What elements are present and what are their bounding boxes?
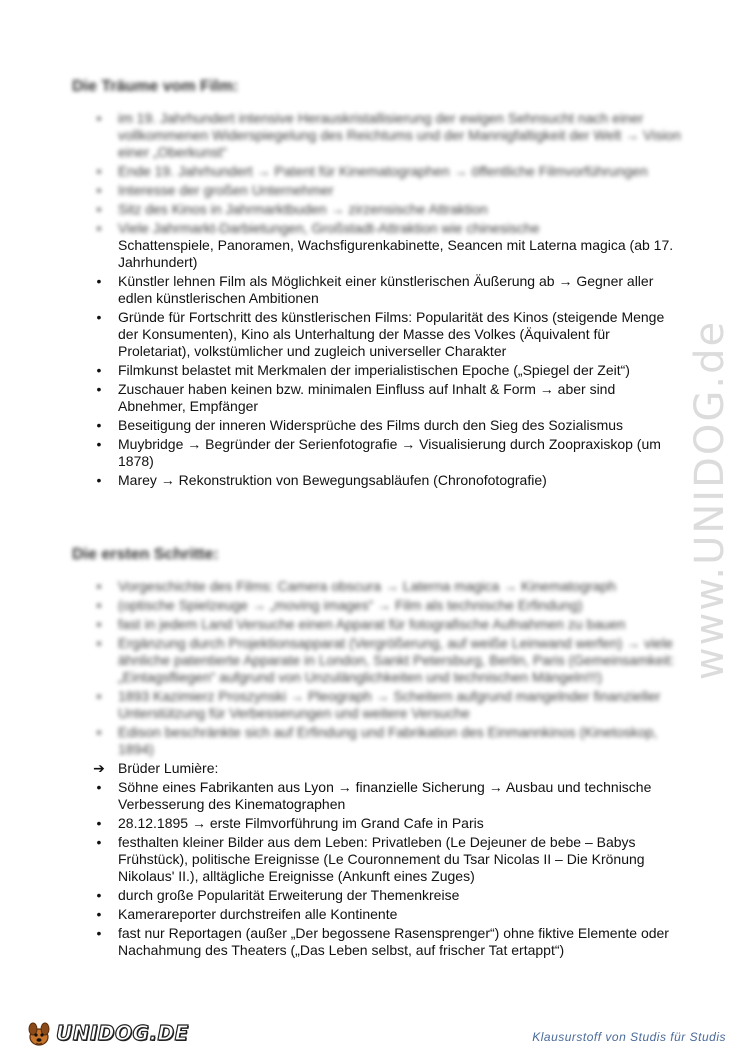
logo-text: UNIDOG.DE: [56, 1021, 189, 1045]
list-item: • im 19. Jahrhundert intensive Herauskristallisierung der ewigen Sehnsucht nach einer vollkommenen Widerspiegelung des Reichtums und der Mannigfaltigkeit der Welt → Vision einer „Oberkunst“: [72, 110, 682, 161]
bullet-icon: •: [96, 201, 102, 217]
bullet-icon: •: [96, 436, 102, 452]
list-item: • Muybridge → Begründer der Serienfotografie → Visualisierung durch Zoopraxiskop (um 1878): [72, 436, 682, 470]
list-item: • Filmkunst belastet mit Merkmalen der imperialistischen Epoche („Spiegel der Zeit“): [72, 362, 682, 379]
list-item: • 28.12.1895 → erste Filmvorführung im Grand Cafe in Paris: [72, 815, 682, 832]
list-item: • Ergänzung durch Projektionsapparat (Vergrößerung, auf weiße Leinwand werfen) → viele ähnliche patentierte Apparate in London, Sankt Petersburg, Berlin, Paris (Gemeinsamkeit: „Eintagsfliegen“ aufgrund von Unzulänglichkeiten und technischen Mängeln!!!): [72, 635, 682, 686]
footer-tagline: Klausurstoff von Studis für Studis: [532, 1030, 726, 1044]
bullet-icon: •: [96, 110, 102, 126]
bullet-icon: •: [96, 635, 102, 651]
list-item: • Interesse der großen Unternehmer: [72, 182, 682, 199]
list-item: • Vorgeschichte des Films: Camera obscura → Laterna magica → Kinematograph: [72, 578, 682, 595]
bullet-icon: •: [96, 779, 102, 795]
bullet-icon: •: [96, 381, 102, 397]
list-item: • Marey → Rekonstruktion von Bewegungsabläufen (Chronofotografie): [72, 472, 682, 489]
bullet-icon: •: [96, 220, 102, 236]
list-item: • Sitz des Kinos in Jahrmarktbuden → zirzensische Attraktion: [72, 201, 682, 218]
dog-icon: [24, 1018, 54, 1048]
bullet-icon: •: [96, 597, 102, 613]
arrow-item: ➔ Brüder Lumière:: [93, 760, 219, 776]
bullet-list: [72, 578, 682, 959]
bullet-icon: •: [96, 182, 102, 198]
bullet-icon: •: [96, 815, 102, 831]
unidog-logo: [24, 1018, 189, 1048]
list-item: • fast nur Reportagen (außer „Der begossene Rasensprenger“) ohne fiktive Elemente oder Nachahmung des Theaters („Das Leben selbst, auf frischer Tat ertappt“): [72, 925, 682, 959]
arrow-icon: ➔: [93, 760, 105, 776]
list-item: • Gründe für Fortschritt des künstlerischen Films: Popularität des Kinos (steigende Menge der Konsumenten), Kino als Unterhaltung der Masse des Volkes (Äquivalent für Proletariat), volkstümlicher und zugleich universeller Charakter: [72, 309, 682, 360]
bullet-icon: •: [96, 417, 102, 433]
bullet-icon: •: [96, 616, 102, 632]
bullet-icon: •: [96, 887, 102, 903]
bullet-icon: •: [96, 724, 102, 740]
section-traeume: [72, 78, 682, 491]
bullet-icon: •: [96, 578, 102, 594]
list-item: • festhalten kleiner Bilder aus dem Leben: Privatleben (Le Dejeuner de bebe – Babys Frühstück), politische Ereignisse (Le Couronnement du Tsar Nicolas II – Die Krönung Nikolaus' II.), alltägliche Ereignisse (Ankunft eines Zuges): [72, 834, 682, 885]
bullet-icon: •: [96, 906, 102, 922]
list-item: • Kamerareporter durchstreifen alle Kontinente: [72, 906, 682, 923]
list-item: • Edison beschränkte sich auf Erfindung und Fabrikation des Einmannkinos (Kinetoskop, 1894): [72, 724, 682, 758]
list-item: • Künstler lehnen Film als Möglichkeit einer künstlerischen Äußerung ab → Gegner aller edlen künstlerischen Ambitionen: [72, 273, 682, 307]
bullet-icon: •: [96, 472, 102, 488]
list-item: • Zuschauer haben keinen bzw. minimalen Einfluss auf Inhalt & Form → aber sind Abnehmer, Empfänger: [72, 381, 682, 415]
list-item: • 1893 Kazimierz Proszynski → Pleograph → Scheitern aufgrund mangelnder finanzieller Unterstützung für Verbesserungen und weitere Versuche: [72, 688, 682, 722]
list-item: • Ende 19. Jahrhundert → Patent für Kinematographen → öffentliche Filmvorführungen: [72, 163, 682, 180]
bullet-icon: •: [96, 688, 102, 704]
list-item: • (optische Spielzeuge → „moving images“ → Film als technische Erfindung): [72, 597, 682, 614]
watermark-text: www.UNIDOG.de: [687, 319, 733, 681]
bullet-icon: •: [96, 273, 102, 289]
section-erste-schritte: [72, 546, 682, 961]
list-item: • Viele Jahrmarkt-Darbietungen, Großstadt-Attraktion wie chinesische Schattenspiele, Panoramen, Wachsfigurenkabinette, Seancen mit Laterna magica (ab 17. Jahrhundert): [72, 220, 682, 271]
bullet-icon: •: [96, 309, 102, 325]
section-heading: Die Träume vom Film:: [72, 78, 239, 95]
bullet-icon: •: [96, 163, 102, 179]
list-item: • Beseitigung der inneren Widersprüche des Films durch den Sieg des Sozialismus: [72, 417, 682, 434]
bullet-icon: •: [96, 925, 102, 941]
bullet-list: [72, 110, 682, 489]
list-item: • Söhne eines Fabrikanten aus Lyon → finanzielle Sicherung → Ausbau und technische Verbesserung des Kinematographen: [72, 779, 682, 813]
list-item: • fast in jedem Land Versuche einen Apparat für fotografische Aufnahmen zu bauen: [72, 616, 682, 633]
section-heading: Die ersten Schritte:: [72, 546, 219, 563]
bullet-icon: •: [96, 834, 102, 850]
bullet-icon: •: [96, 362, 102, 378]
list-item: • durch große Popularität Erweiterung der Themenkreise: [72, 887, 682, 904]
